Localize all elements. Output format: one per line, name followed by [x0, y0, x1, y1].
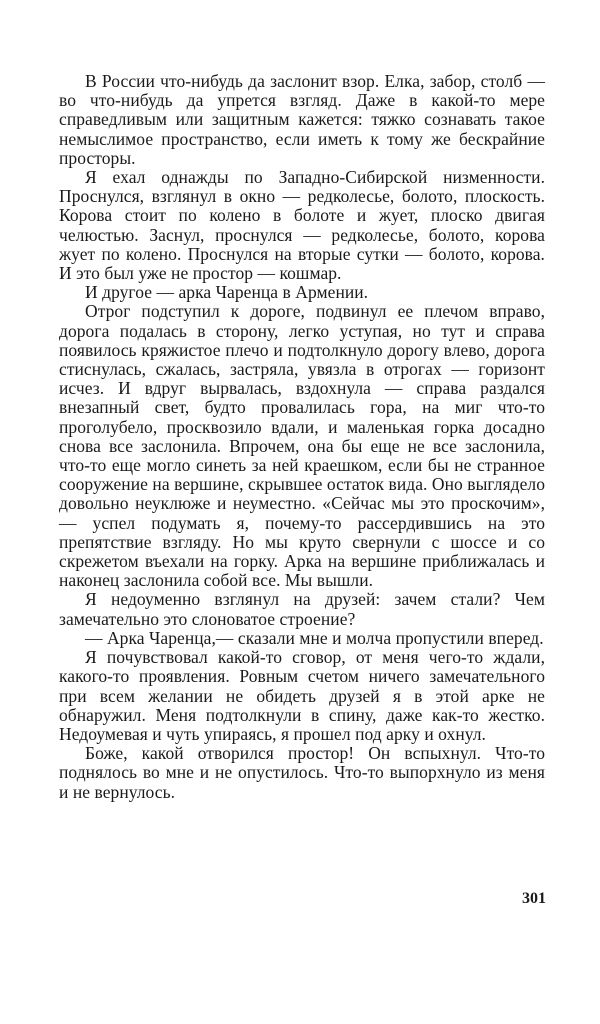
- paragraph: Отрог подступил к дороге, подвинул ее плечом вправо, дорога подалась в сторону, легко уступая, но тут и справа появилось кряжистое плечо и подтолкнуло дорогу влево, дорога стиснулась, сжалась, застряла, увязла в отрогах — горизонт исчез. И вдруг вырвалась, вздохнула — справа раздался внезапный свет, будто провалилась гора, на миг что-то проголубело, просквoзило вдали, и маленькая горка досадно снова все заслонила. Впрочем, она бы еще не все заслонила, что-то еще могло синеть за ней краешком, если бы не странное сооружение на вершине, скрывшее остаток вида. Оно выглядело довольно неуклюже и неуместно. «Сейчас мы это проскочим»,— успел подумать я, почему-то рассердившись на это препятствие взгляду. Но мы круто свернули с шоссе и со скрежетом въехали на горку. Арка на вершине приближалась и наконец заслонила собой все. Мы вышли.: [59, 301, 545, 591]
- book-page-text: [59, 72, 545, 802]
- paragraph: Я почувствовал какой-то сговор, от меня чего-то ждали, какого-то проявления. Ровным счетом ничего замечательного при всем желании не обидеть друзей я в этой арке не обнаружил. Меня подтолкнули в спину, даже как-то жестко. Недоумевая и чуть упираясь, я прошел под арку и охнул.: [59, 647, 545, 744]
- paragraph: Боже, какой отворился простор! Он вспыхнул. Что-то поднялось во мне и не опустилось. Что-то выпорхнуло из меня и не вернулось.: [59, 743, 545, 802]
- page-number: 301: [522, 890, 546, 907]
- paragraph: Я недоуменно взглянул на друзей: зачем стали? Чем замечательно это слоноватое строение?: [59, 589, 545, 629]
- paragraph: И другое — арка Чаренца в Армении.: [85, 282, 369, 303]
- paragraph: — Арка Чаренца,— сказали мне и молча пропустили вперед.: [85, 627, 544, 648]
- paragraph: В России что-нибудь да заслонит взор. Елка, забор, столб — во что-нибудь да упрется взгляд. Даже в какой-то мере справедливым или защитным кажется: тяжко сознавать такое немыслимое пространство, если иметь к тому же бескрайние просторы.: [59, 71, 545, 168]
- paragraph: Я ехал однажды по Западно-Сибирской низменности. Проснулся, взглянул в окно — редколесье, болото, плоскость. Корова стоит по колено в болоте и жует, плоско двигая челюстью. Заснул, проснулся — редколесье, болото, корова жует по колено. Проснулся на вторые сутки — болото, корова. И это был уже не простор — кошмар.: [59, 167, 545, 284]
